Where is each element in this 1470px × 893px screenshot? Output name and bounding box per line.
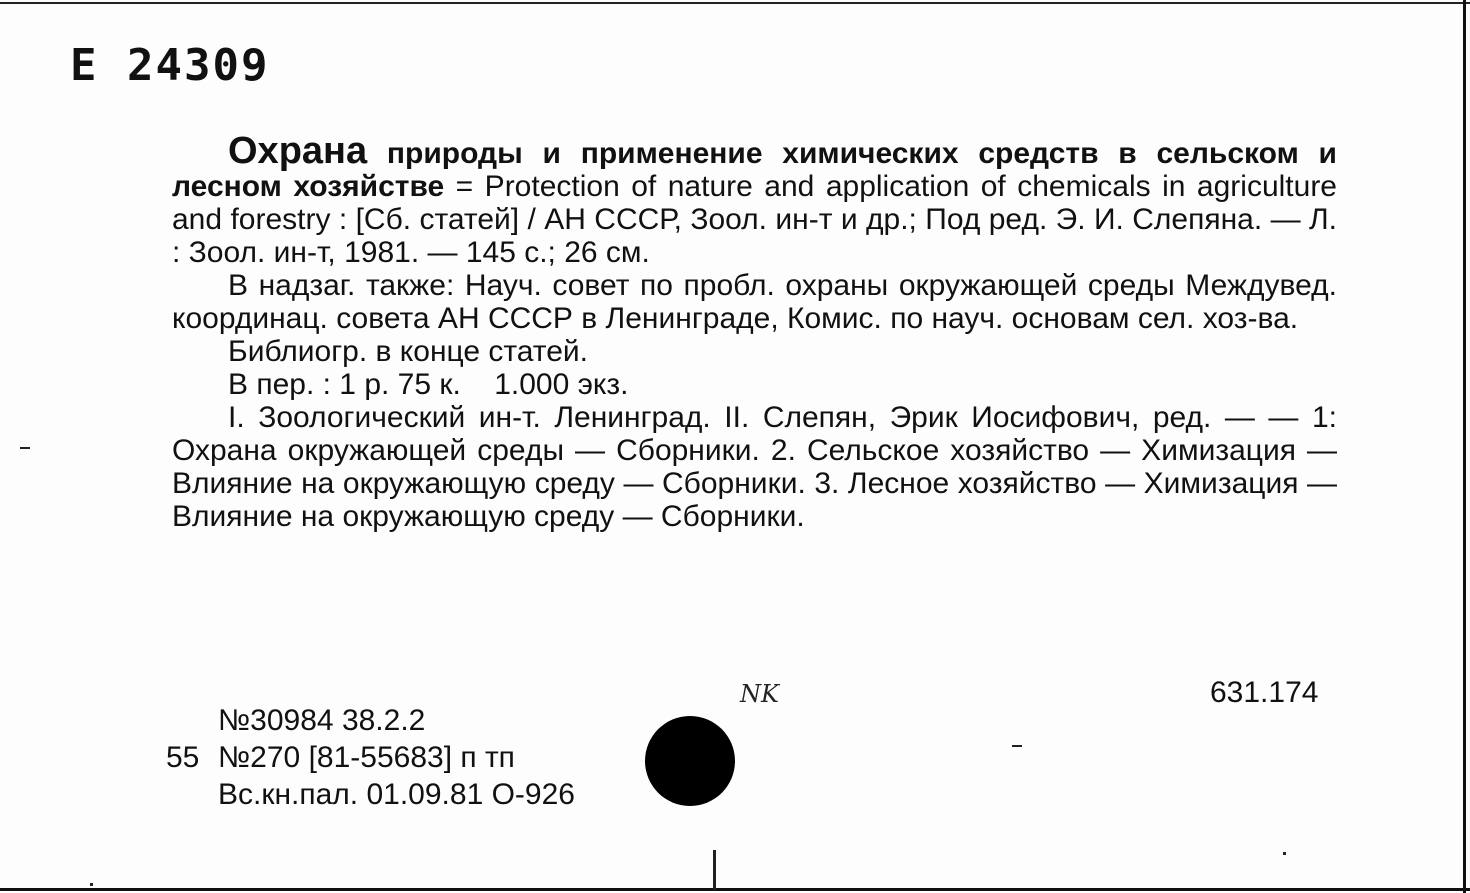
price-text: В пер. : 1 р. 75 к. [228, 368, 461, 401]
footer-prefix: 55 [166, 741, 200, 774]
note-bibliography: Библиогр. в конце статей. [228, 335, 588, 368]
bibliographic-record [172, 130, 1337, 533]
stray-mark [1012, 745, 1022, 747]
stray-mark [90, 883, 93, 886]
stray-mark [20, 447, 30, 449]
card-number-stamp: Е 24309 [70, 40, 270, 91]
handwritten-mark: NK [740, 680, 779, 708]
title-first-word: Охрана [228, 130, 368, 172]
card-footer [166, 702, 575, 813]
note-price [172, 368, 1337, 401]
stray-mark [713, 850, 716, 890]
footer-line-1: №30984 38.2.2 [218, 704, 426, 737]
note-subjects: I. Зоологический ин-т. Ленинград. II. Слепян, Эрик Иосифович, ред. — — 1: Охрана окружающей среды — Сборники. 2. Сельское хозяйство — Химизация — Влияние на окружающую среду — Сборники. 3. Лесное хозяйство — Химизация — Влияние на окружающую среду — Сборники. [172, 401, 1337, 533]
copies-text: 1.000 экз. [494, 368, 629, 401]
title-bold-part: природы и применение химических средств в сельском и лесном хозяйстве [172, 137, 1337, 203]
punch-hole [645, 716, 735, 806]
card-bottom-edge [0, 888, 1470, 891]
footer-line-3: Вс.кн.пал. 01.09.81 О-926 [218, 778, 575, 811]
title-entry [172, 130, 1337, 269]
footer-line-2: 55 №270 [81-55683] п тп [166, 741, 515, 774]
card-right-edge [1463, 0, 1466, 893]
card-top-edge [0, 2, 1470, 4]
note-nadzag: В надзаг. также: Науч. совет по пробл. охраны окружающей среды Междувед. координац. совета АН СССР в Ленинграде, Комис. по науч. основам сел. хоз-ва. [172, 269, 1337, 335]
title-description: = Protection of nature and application of chemicals in agriculture and forestry : [Сб. статей] / АН СССР, Зоол. ин-т и др.; Под ред. Э. И. Слепяна. — Л. : Зоол. ин-т, 1981. — 145 с.; 26 см. [172, 170, 1337, 269]
udc-code: 631.174 [1210, 676, 1319, 709]
stray-mark [1283, 852, 1286, 855]
